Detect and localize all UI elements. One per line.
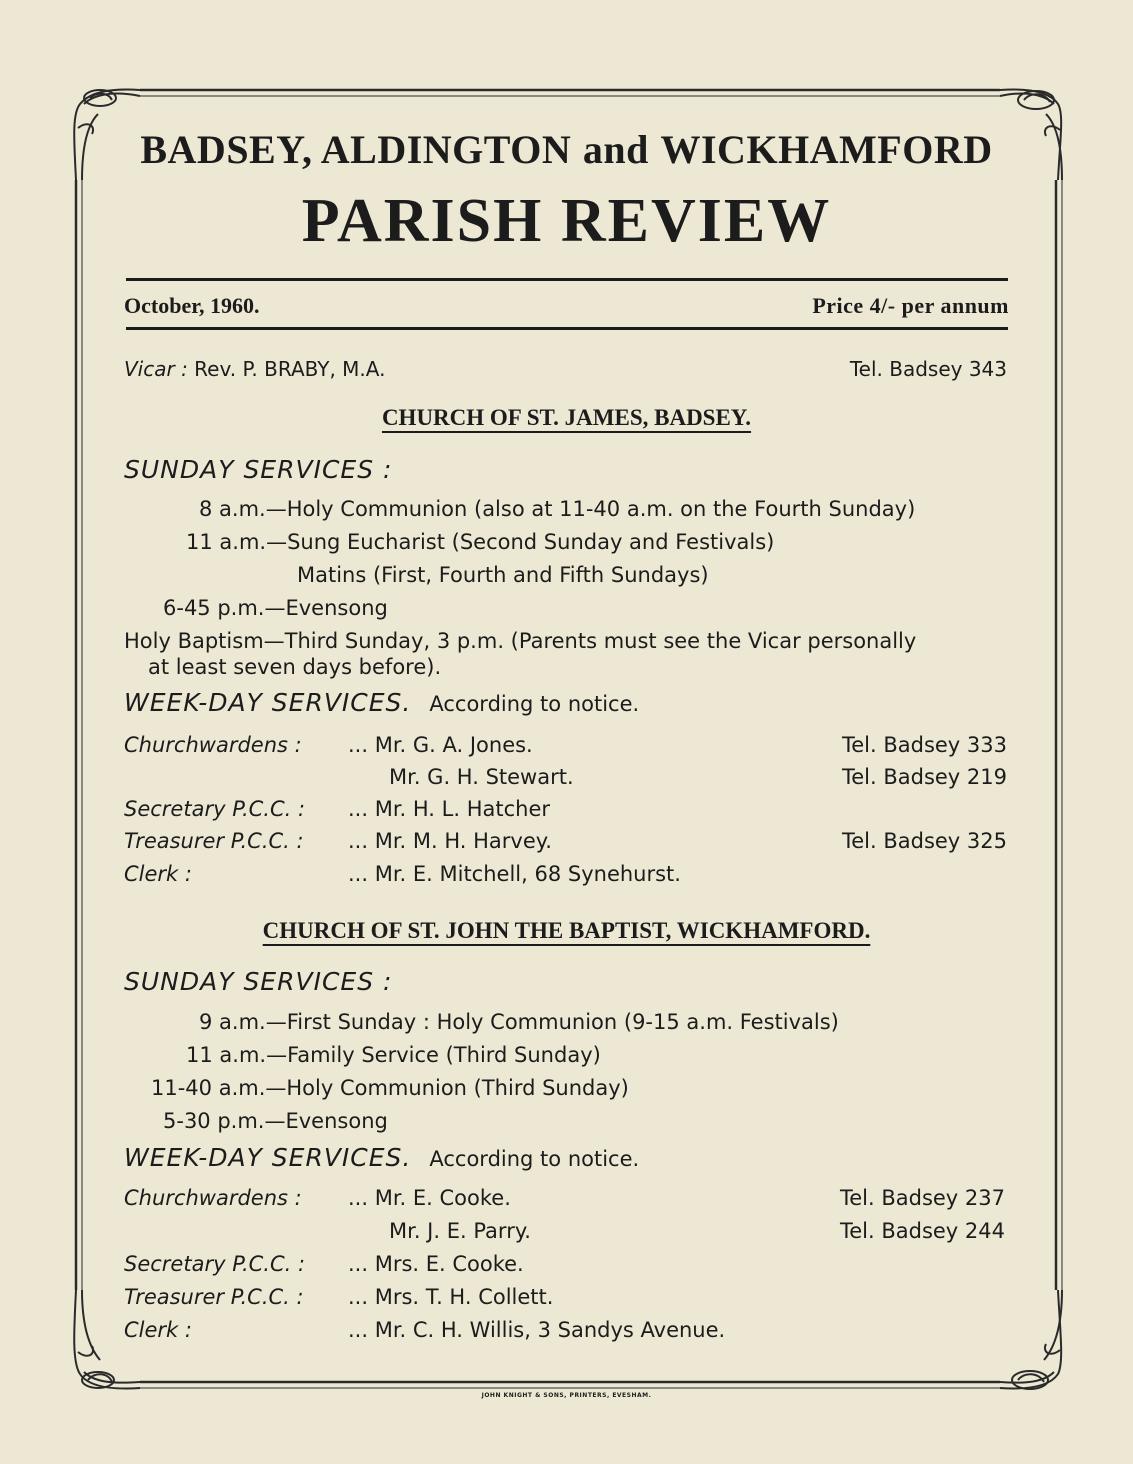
wickhamford-heading: CHURCH OF ST. JOHN THE BAPTIST, WICKHAMFORD.	[262, 918, 871, 943]
printer-imprint: JOHN KNIGHT & SONS, PRINTERS, EVESHAM.	[481, 1392, 652, 1399]
badsey-weekday-note: According to notice.	[429, 692, 640, 716]
vicar-line	[124, 357, 385, 381]
corner-ornament-bottom-right	[1000, 1290, 1062, 1389]
issue-date: October, 1960.	[124, 293, 260, 318]
badsey-officer-name: ... Mr. G. A. Jones.	[348, 733, 533, 757]
badsey-sunday-label: SUNDAY SERVICES :	[124, 455, 393, 484]
badsey-baptism-2: at least seven days before).	[148, 655, 442, 679]
wickhamford-officer-name: ... Mrs. E. Cooke.	[348, 1252, 524, 1276]
wickhamford-officer-name: ... Mr. E. Cooke.	[348, 1186, 511, 1210]
wickhamford-officer-tel: Tel. Badsey 244	[839, 1219, 1005, 1243]
wickhamford-sunday-label: SUNDAY SERVICES :	[124, 967, 393, 996]
badsey-baptism-1: Holy Baptism—Third Sunday, 3 p.m. (Parents must see the Vicar personally	[124, 629, 917, 653]
badsey-officer-name: ... Mr. M. H. Harvey.	[348, 829, 552, 853]
badsey-officer-role: Churchwardens :	[124, 733, 302, 757]
issue-price: Price 4/- per annum	[812, 293, 1009, 318]
badsey-heading: CHURCH OF ST. JAMES, BADSEY.	[381, 405, 752, 430]
badsey-weekday-line	[124, 688, 639, 717]
masthead-and: and	[582, 127, 649, 172]
badsey-officer-role: Clerk :	[124, 862, 192, 886]
badsey-officer-tel: Tel. Badsey 325	[841, 829, 1007, 853]
wickhamford-service-1: 9 a.m.—First Sunday : Holy Communion (9-15 a.m. Festivals)	[199, 1010, 839, 1034]
wickhamford-officer-role: Treasurer P.C.C. :	[124, 1285, 304, 1309]
badsey-service-2: 11 a.m.—Sung Eucharist (Second Sunday and Festivals)	[186, 530, 775, 554]
wickhamford-officer-role: Churchwardens :	[124, 1186, 302, 1210]
masthead-title: PARISH REVIEW	[301, 187, 832, 255]
wickhamford-officer-tel: Tel. Badsey 237	[839, 1186, 1005, 1210]
badsey-service-1: 8 a.m.—Holy Communion (also at 11-40 a.m. on the Fourth Sunday)	[199, 497, 916, 521]
rule-top	[126, 278, 1008, 281]
masthead-subtitle	[0, 126, 1133, 173]
badsey-officer-role: Secretary P.C.C. :	[124, 797, 306, 821]
wickhamford-service-2: 11 a.m.—Family Service (Third Sunday)	[186, 1043, 601, 1067]
wickhamford-weekday-line	[124, 1143, 639, 1172]
wickhamford-service-3: 11-40 a.m.—Holy Communion (Third Sunday)	[151, 1076, 629, 1100]
rule-bottom	[126, 327, 1008, 330]
wickhamford-officer-role: Secretary P.C.C. :	[124, 1252, 306, 1276]
badsey-officer-role: Treasurer P.C.C. :	[124, 829, 304, 853]
wickhamford-weekday-label: WEEK-DAY SERVICES.	[124, 1143, 412, 1172]
masthead-place-1: BADSEY, ALDINGTON	[140, 127, 572, 172]
badsey-weekday-label: WEEK-DAY SERVICES.	[124, 688, 412, 717]
wickhamford-officer-role: Clerk :	[124, 1318, 192, 1342]
wickhamford-weekday-note: According to notice.	[429, 1147, 640, 1171]
vicar-tel: Tel. Badsey 343	[849, 357, 1007, 381]
vicar-label: Vicar :	[124, 357, 188, 381]
badsey-service-3: Matins (First, Fourth and Fifth Sundays)	[297, 563, 709, 587]
badsey-officer-tel: Tel. Badsey 333	[841, 733, 1007, 757]
badsey-officer-name: ... Mr. E. Mitchell, 68 Synehurst.	[348, 862, 681, 886]
badsey-officer-tel: Tel. Badsey 219	[841, 765, 1007, 789]
wickhamford-officer-name: ... Mrs. T. H. Collett.	[348, 1285, 554, 1309]
badsey-officer-name: Mr. G. H. Stewart.	[389, 765, 574, 789]
wickhamford-officer-name: ... Mr. C. H. Willis, 3 Sandys Avenue.	[348, 1318, 726, 1342]
vicar-name: Rev. P. BRABY, M.A.	[194, 357, 386, 381]
masthead-place-2: WICKHAMFORD	[660, 127, 993, 172]
wickhamford-officer-name: Mr. J. E. Parry.	[389, 1219, 531, 1243]
badsey-officer-name: ... Mr. H. L. Hatcher	[348, 797, 551, 821]
badsey-service-4: 6-45 p.m.—Evensong	[163, 596, 388, 620]
wickhamford-service-4: 5-30 p.m.—Evensong	[163, 1109, 388, 1133]
